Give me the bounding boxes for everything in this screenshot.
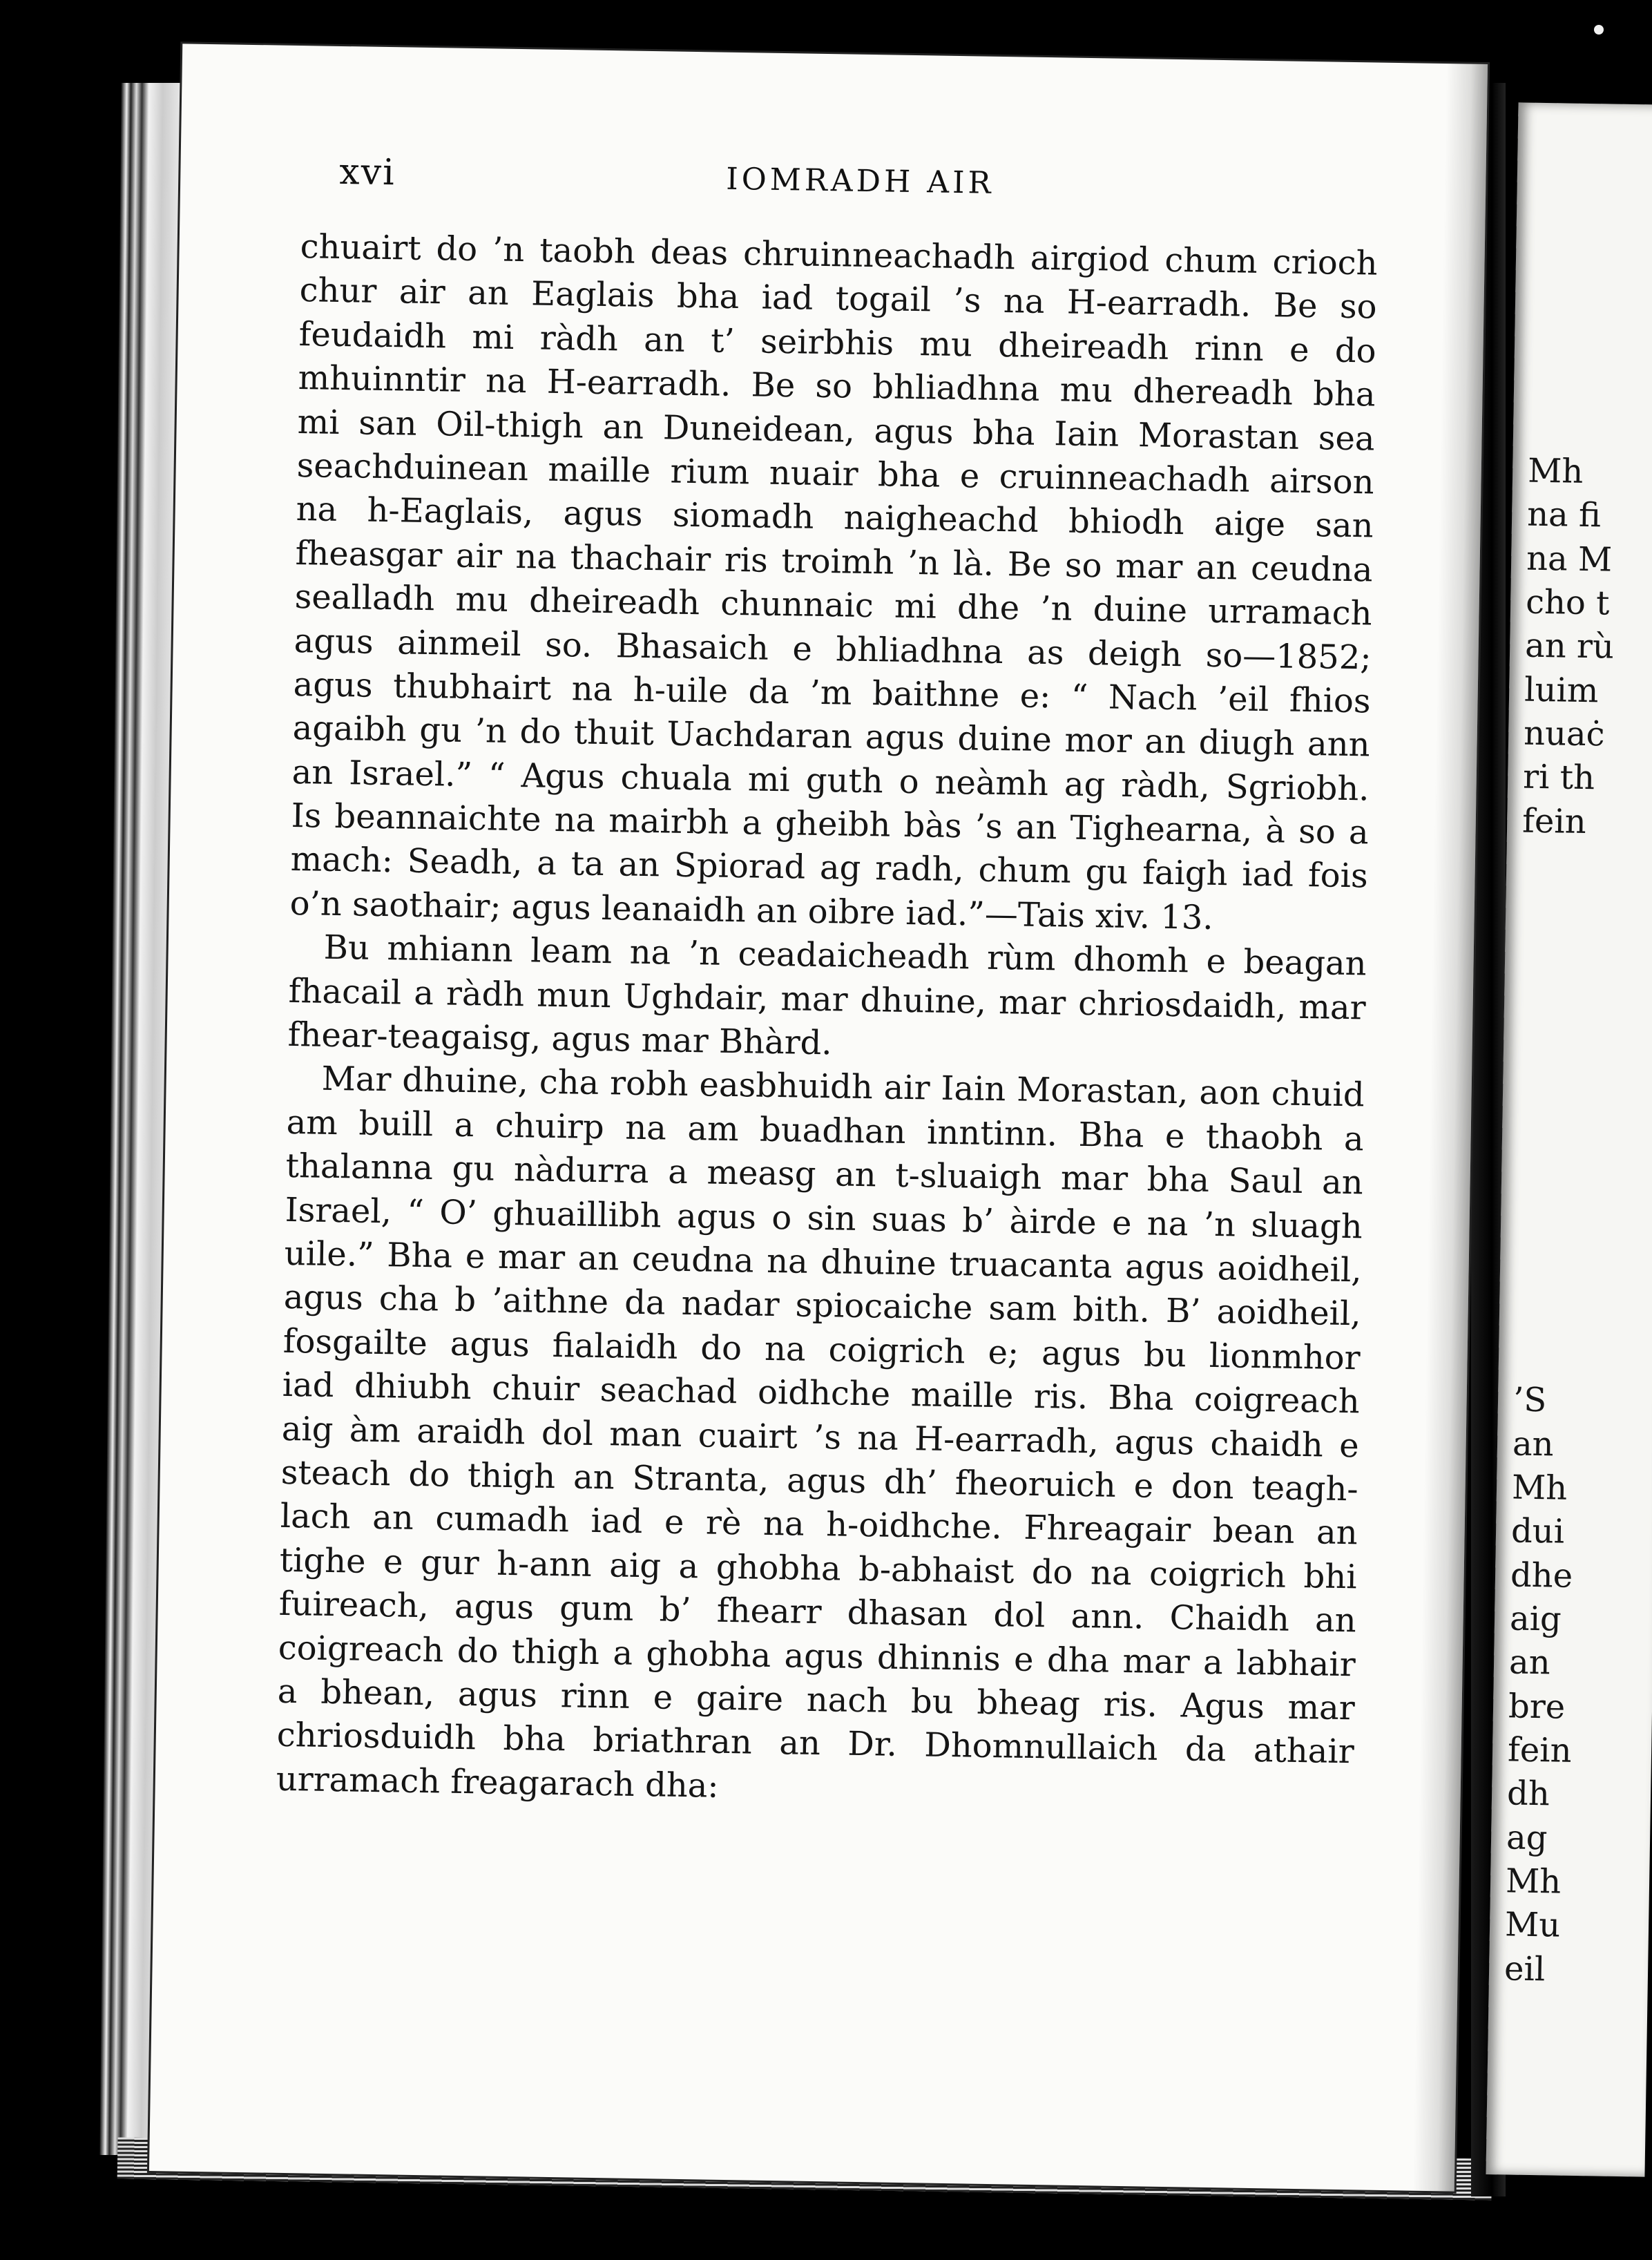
text-line: sealladh mu dheireadh chunnaic mi dhe ’n duine urramach [294, 577, 1372, 633]
dust-speck [1594, 25, 1604, 35]
text-line: steach do thigh an Stranta, agus dh’ fheoruich e don teagh- [280, 1453, 1359, 1509]
text-line: Is beannaichte na mairbh a gheibh bàs ’s an Tighearna, à so a [291, 796, 1370, 852]
text-line: agus ainmeil so. Bhasaich e bhliadhna as deigh so—1852; [294, 621, 1372, 678]
text-line: thalanna gu nàdurra a measg an t-sluaigh mar bha Saul an [285, 1147, 1364, 1203]
next-page-fragment: eil [1504, 1949, 1546, 1989]
book-page [149, 44, 1488, 2191]
text-line: o’n saothair; agus leanaidh an oibre iad.”—Tais xiv. 13. [289, 883, 1214, 937]
text-line: fuireach, agus gum b’ fhearr dhasan dol ann. Chaidh an [278, 1584, 1357, 1640]
next-page-fragment: fein [1521, 801, 1587, 842]
text-line: Mar dhuine, cha robh easbhuidh air Iain Morastan, aon chuid [321, 1060, 1365, 1115]
next-page-fragment: dhe [1510, 1555, 1573, 1596]
next-page-fragment: aig [1509, 1599, 1562, 1639]
text-line: lach an cumadh iad e rè na h-oidhche. Fhreagair bean an [280, 1497, 1358, 1553]
next-page-fragment: luim [1524, 670, 1599, 711]
next-page-fragment: cho t [1525, 582, 1610, 623]
next-page-fragment: ag [1506, 1818, 1548, 1858]
text-line: aig àm araidh dol man cuairt ’s na H-earradh, agus chaidh e [281, 1409, 1360, 1465]
running-head: IOMRADH AIR [725, 161, 995, 201]
text-line: iad dhiubh chuir seachad oidhche maille ris. Bha coigreach [282, 1366, 1361, 1421]
text-line: chur air an Eaglais bha iad togail ’s na H-earradh. Be so [299, 271, 1377, 327]
text-line: fhacail a ràdh mun Ughdair, mar dhuine, mar chriosdaidh, mar [288, 971, 1367, 1028]
next-page-fragment: Mh [1511, 1468, 1568, 1508]
next-page-fragment: Mu [1504, 1905, 1561, 1945]
text-line: chriosduidh bha briathran an Dr. Dhomnullaich da athair [276, 1716, 1355, 1772]
next-page-fragment: na M [1526, 539, 1613, 580]
text-line: Bu mhiann leam na ’n ceadaicheadh rùm dhomh e beagan [323, 928, 1367, 984]
text-line: feudaidh mi ràdh an t’ seirbhis mu dheireadh rinn e do [298, 314, 1376, 371]
text-line: fhear-teagaisg, agus mar Bhàrd. [287, 1015, 833, 1063]
next-page-fragment: an [1508, 1643, 1551, 1683]
next-page-glimpse [1486, 102, 1652, 2176]
text-line: Israel, “ O’ ghuaillibh agus o sin suas b’ àirde e na ’n sluagh [285, 1190, 1363, 1246]
text-line: seachduinean maille rium nuair bha e cruinneachadh airson [296, 446, 1374, 502]
next-page-fragment: dui [1510, 1511, 1565, 1551]
text-line: mhuinntir na H-earradh. Be so bhliadhna mu dhereadh bha [298, 358, 1376, 414]
page-header [339, 151, 1445, 224]
next-page-fragment: fein [1507, 1730, 1572, 1770]
next-page-fragment: bre [1508, 1687, 1566, 1727]
page-number: xvi [338, 151, 396, 194]
text-line: a bhean, agus rinn e gaire nach bu bheag ris. Agus mar [277, 1672, 1356, 1728]
text-line: coigreach do thigh a ghobha agus dhinnis e dha mar a labhair [278, 1628, 1356, 1684]
next-page-fragment: na fi [1526, 495, 1602, 535]
next-page-fragment: ’S [1512, 1380, 1547, 1420]
next-page-fragment: Mh [1505, 1861, 1562, 1902]
text-line: mach: Seadh, a ta an Spiorad ag radh, chum gu faigh iad fois [290, 840, 1369, 896]
page-body [276, 225, 1378, 1818]
next-page-fragment: an rù [1524, 626, 1615, 667]
text-line: an Israel.” “ Agus chuala mi guth o neàmh ag ràdh, Sgriobh. [291, 752, 1370, 809]
next-page-fragment: ri th [1522, 757, 1595, 798]
text-line: am buill a chuirp na am buadhan inntinn. Bha e thaobh a [286, 1102, 1365, 1159]
next-page-fragment: nuaċ [1523, 714, 1605, 754]
text-line: agaibh gu ’n do thuit Uachdaran agus duine mor an diugh ann [292, 709, 1371, 765]
next-page-fragment: an [1512, 1424, 1555, 1464]
text-line: fheasgar air na thachair ris troimh ’n là. Be so mar an ceudna [295, 533, 1373, 590]
text-line: urramach freagarach dha: [276, 1759, 719, 1806]
next-page-fragment: dh [1506, 1774, 1550, 1814]
next-page-fragment: Mh [1527, 451, 1584, 491]
text-line: na h-Eaglais, agus siomadh naigheachd bhiodh aige san [296, 490, 1374, 546]
text-line: fosgailte agus fialaidh do na coigrich e; agus bu lionmhor [282, 1321, 1361, 1378]
text-line: uile.” Bha e mar an ceudna na dhuine truacanta agus aoidheil, [284, 1234, 1363, 1290]
text-line: agus thubhairt na h-uile da ’m baithne e: “ Nach ’eil fhios [293, 664, 1372, 721]
text-line: tighe e gur h-ann aig a ghobha b-abhaist do na coigrich bhi [279, 1540, 1358, 1597]
text-line: chuairt do ’n taobh deas chruinneachadh airgiod chum crioch [300, 227, 1378, 283]
text-line: mi san Oil-thigh an Duneidean, agus bha Iain Morastan sea [297, 402, 1375, 459]
text-line: agus cha b ’aithne da nadar spiocaiche sam bith. B’ aoidheil, [283, 1278, 1362, 1334]
